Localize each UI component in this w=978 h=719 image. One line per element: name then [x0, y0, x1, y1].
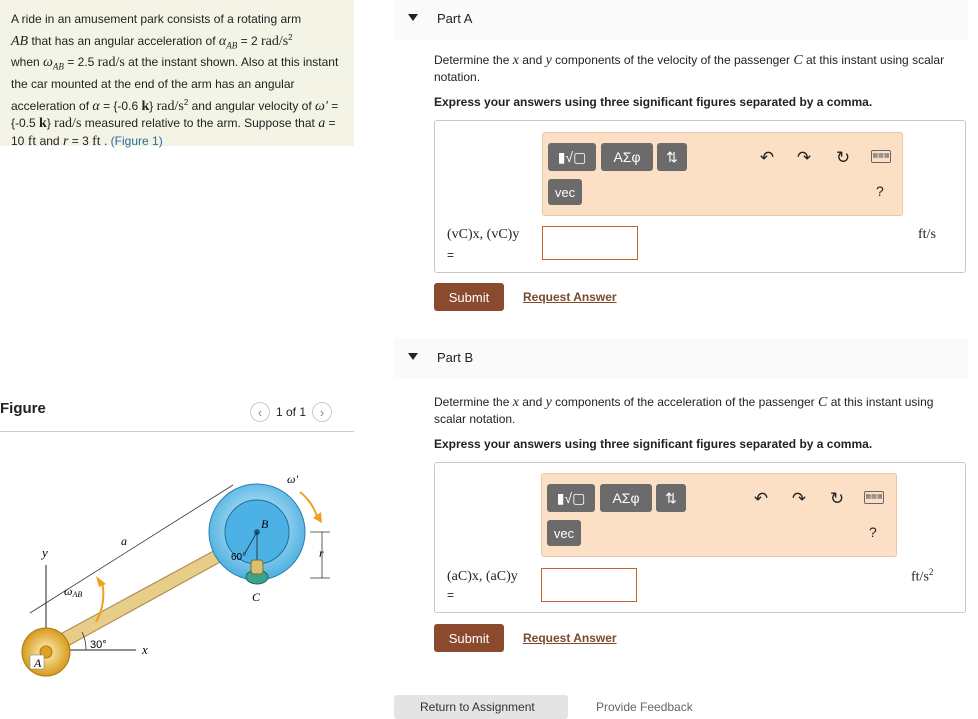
omega-prime-label: ω′	[287, 472, 299, 486]
part-a-instructions: Express your answers using three significant figures separated by a comma.	[434, 95, 873, 109]
angle-30-label: 30°	[90, 639, 107, 651]
omega-prime-arrowhead	[313, 512, 322, 523]
problem-text: A ride in an amusement park consists of a rotating arm AB that has an angular acceleration of $\alpha_{AB} = 2$ rad/$s^2$ when $\omega_{AB} = 2.5$ rad/s at the instant shown. Also at this instant the car mounted at the end of the arm has an angular acceleration of α = {-0.6 k} rad/$s^2$ and angular velocity of ω′ = {-0.5 k} rad/s measured relative to the arm. Suppose that a = 10 ft and r = 3 ft . (Figure 1)	[11, 12, 339, 149]
arrows-button[interactable]: ⇅	[657, 143, 687, 171]
part-b-request-answer[interactable]: Request Answer	[523, 631, 617, 645]
vec-button[interactable]: vec	[548, 179, 582, 205]
part-b-submit-button[interactable]: Submit	[434, 624, 504, 652]
part-b-answer-input[interactable]	[541, 568, 637, 602]
return-to-assignment-button[interactable]: Return to Assignment	[394, 695, 568, 719]
part-a-equals: =	[447, 248, 455, 262]
point-a-label: A	[34, 656, 42, 670]
figure-page-count: 1 of 1	[276, 405, 307, 419]
part-a-label: Part A	[437, 11, 473, 26]
point-b-label: B	[261, 517, 269, 531]
part-a-header[interactable]	[394, 0, 968, 40]
undo-icon[interactable]: ↶	[753, 489, 769, 508]
chevron-right-icon[interactable]: ›	[312, 402, 332, 422]
label-a: a	[121, 534, 127, 548]
part-b-label: Part B	[437, 350, 474, 365]
part-b-instructions: Express your answers using three significant figures separated by a comma.	[434, 437, 873, 451]
reset-icon[interactable]: ↻	[835, 148, 851, 167]
part-a-unit: ft/s	[918, 227, 936, 242]
figure-link[interactable]: (Figure 1)	[110, 133, 163, 148]
part-a-answer-label: (vC)x, (vC)y	[447, 227, 520, 242]
keyboard-icon[interactable]: ▦▦▦	[864, 491, 884, 504]
keyboard-icon[interactable]: ▦▦▦	[871, 150, 891, 163]
math-toolbar	[542, 132, 903, 216]
omega-ab-label: ωAB	[64, 584, 83, 599]
redo-icon[interactable]: ↷	[791, 489, 807, 508]
label-r: r	[319, 546, 324, 560]
help-icon[interactable]: ?	[876, 183, 884, 199]
divider	[0, 431, 354, 432]
omega-ab-arrowhead	[96, 576, 106, 587]
problem-statement	[0, 0, 354, 149]
passenger-c	[251, 560, 263, 574]
collapse-triangle-icon[interactable]	[408, 14, 418, 21]
part-b-answer-box	[434, 462, 966, 613]
reset-icon[interactable]: ↻	[829, 489, 845, 508]
part-b-header[interactable]	[394, 339, 968, 379]
vec-button[interactable]: vec	[547, 520, 581, 546]
arrows-button[interactable]: ⇅	[656, 484, 686, 512]
greek-button[interactable]: ΑΣφ	[601, 143, 653, 171]
figure-pager	[250, 400, 332, 424]
undo-icon[interactable]: ↶	[759, 148, 775, 167]
part-b-question: Determine the x and y components of the acceleration of the passenger C at this instant using scalar notation.	[434, 395, 934, 426]
x-axis-label: x	[142, 642, 148, 657]
math-toolbar	[541, 473, 897, 557]
figure-diagram	[0, 440, 354, 690]
redo-icon[interactable]: ↷	[796, 148, 812, 167]
provide-feedback-link[interactable]: Provide Feedback	[596, 700, 693, 714]
greek-button[interactable]: ΑΣφ	[600, 484, 652, 512]
part-b-equals: =	[447, 588, 455, 602]
part-b-answer-label: (aC)x, (aC)y	[447, 569, 518, 584]
templates-button[interactable]: ▮√▢	[547, 484, 595, 512]
part-a-answer-box	[434, 120, 966, 273]
chevron-left-icon[interactable]: ‹	[250, 402, 270, 422]
dimension-a	[30, 485, 233, 613]
angle-60-label: 60°	[231, 552, 247, 563]
figure-title: Figure	[0, 400, 46, 417]
part-a-question: Determine the x and y components of the velocity of the passenger C at this instant using scalar notation.	[434, 53, 945, 84]
part-a-request-answer[interactable]: Request Answer	[523, 290, 617, 304]
part-a-answer-input[interactable]	[542, 226, 638, 260]
point-c-label: C	[252, 590, 261, 604]
part-b-unit: $ft/s^2$	[911, 567, 934, 585]
collapse-triangle-icon[interactable]	[408, 353, 418, 360]
y-axis-label: y	[42, 545, 48, 560]
part-a-submit-button[interactable]: Submit	[434, 283, 504, 311]
templates-button[interactable]: ▮√▢	[548, 143, 596, 171]
help-icon[interactable]: ?	[869, 524, 877, 540]
